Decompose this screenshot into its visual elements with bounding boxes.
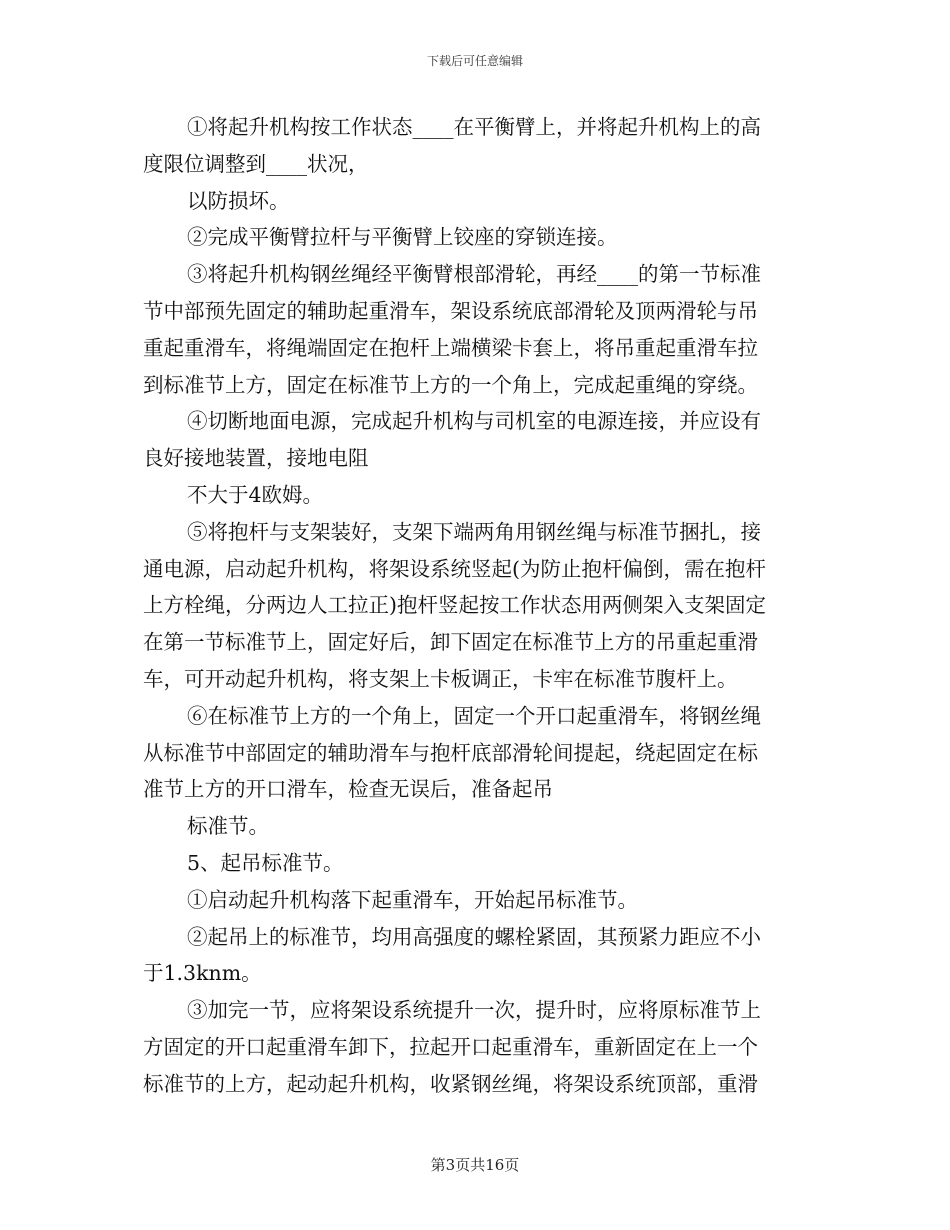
text-line: 良好接地装置，接地电阻: [143, 446, 369, 471]
text-line: 准节上方的开口滑车，检查无误后，准备起吊: [143, 777, 553, 802]
text-line: 从标准节中部固定的辅助滑车与抱杆底部滑轮间提起，绕起固定在标: [143, 740, 758, 765]
text-line: 车，可开动起升机构，将支架上卡板调正，卡牢在标准节腹杆上。: [143, 666, 738, 691]
text-line: 标准节。: [187, 814, 269, 839]
text-line: 在第一节标准节上，固定好后，卸下固定在标准节上方的吊重起重滑: [143, 630, 758, 655]
text-line: ⑤将抱杆与支架装好，支架下端两角用钢丝绳与标准节捆扎，接: [187, 519, 761, 544]
text-line: ①将起升机构按工作状态____在平衡臂上，并将起升机构上的高: [187, 115, 761, 139]
text-line: 重起重滑车，将绳端固定在抱杆上端横梁卡套上，将吊重起重滑车拉: [143, 335, 758, 360]
text-line: 以防损坏。: [187, 188, 290, 213]
text-line: ④切断地面电源，完成起升机构与司机室的电源连接，并应设有: [187, 409, 761, 434]
text-line: ②起吊上的标准节，均用高强度的螺栓紧固，其预紧力距应不小: [187, 924, 761, 949]
page-header: 下载后可任意编辑: [426, 54, 523, 68]
text-line: 5、起吊标准节。: [187, 850, 344, 875]
text-line: 通电源，启动起升机构，将架设系统竖起(为防止抱杆偏倒，需在抱杆: [143, 556, 766, 581]
text-line: 上方栓绳，分两边人工拉正)抱杆竖起按工作状态用两侧架入支架固定: [143, 593, 766, 618]
text-line: ①启动起升机构落下起重滑车，开始起吊标准节。: [187, 887, 638, 912]
text-line: 方固定的开口起重滑车卸下，拉起开口起重滑车，重新固定在上一个: [143, 1034, 758, 1059]
text-line: ③将起升机构钢丝绳经平衡臂根部滑轮，再经____的第一节标准: [187, 262, 761, 287]
document-body: [143, 109, 803, 1103]
page-footer: 第3页共16页: [430, 1156, 520, 1174]
text-line: 于1.3knm。: [143, 961, 262, 986]
text-line: 标准节的上方，起动起升机构，收紧钢丝绳，将架设系统顶部，重滑: [143, 1071, 758, 1096]
text-line: 到标准节上方，固定在标准节上方的一个角上，完成起重绳的穿绕。: [143, 372, 758, 397]
text-line: 不大于4欧姆。: [187, 482, 324, 507]
text-line: 节中部预先固定的辅助起重滑车，架设系统底部滑轮及顶两滑轮与吊: [143, 298, 758, 323]
text-line: ②完成平衡臂拉杆与平衡臂上铰座的穿锁连接。: [187, 225, 618, 250]
text-line: ③加完一节，应将架设系统提升一次，提升时，应将原标准节上: [187, 998, 761, 1023]
text-line: 度限位调整到____状况，: [143, 151, 369, 176]
text-line: ⑥在标准节上方的一个角上，固定一个开口起重滑车，将钢丝绳: [187, 703, 761, 728]
